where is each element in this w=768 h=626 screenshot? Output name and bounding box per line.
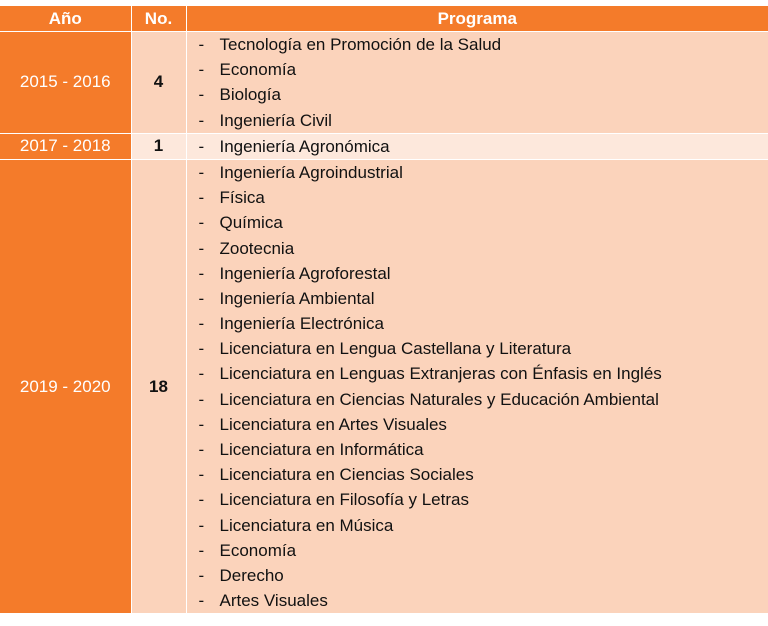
header-no: No. [131,6,186,32]
table-row [0,32,768,134]
list-item [187,361,768,386]
dash-marker: - [198,465,205,485]
program-name: Ingeniería Agroforestal [219,263,391,283]
list-item [187,210,768,235]
program-name: Ingeniería Ambiental [219,288,375,308]
programs-cell [186,133,768,159]
list-item [187,538,768,563]
list-item [187,387,768,412]
list-item [187,160,768,185]
dash-marker: - [198,490,205,510]
program-name: Física [219,188,265,208]
program-name: Biología [219,85,281,105]
program-name: Ingeniería Civil [219,110,332,130]
year-cell: 2019 - 2020 [0,159,131,613]
program-name: Ingeniería Electrónica [219,314,384,334]
list-item [187,563,768,588]
count-cell: 4 [131,32,186,134]
dash-marker: - [198,213,205,233]
dash-marker: - [198,35,205,54]
program-name: Licenciatura en Informática [219,440,424,459]
program-list [187,32,768,133]
program-name: Licenciatura en Filosofía y Letras [219,490,469,510]
list-item [187,513,768,538]
list-item [187,32,768,57]
list-item [187,412,768,437]
program-list [187,134,768,159]
list-item [187,108,768,133]
list-item [187,185,768,210]
program-name: Derecho [219,565,284,585]
program-name: Licenciatura en Lengua Castellana y Literatura [219,339,572,359]
dash-marker: - [198,515,205,535]
program-name: Artes Visuales [219,591,328,611]
list-item [187,336,768,361]
dash-marker: - [198,389,205,409]
dash-marker: - [198,314,205,334]
count-cell: 18 [131,159,186,613]
program-name: Licenciatura en Música [219,515,394,535]
program-name: Zootecnia [219,238,295,258]
dash-marker: - [198,591,205,611]
list-item [187,57,768,82]
list-item [187,588,768,613]
dash-marker: - [198,339,205,359]
list-item [187,487,768,512]
programs-table [0,6,768,613]
program-name: Ingeniería Agroindustrial [219,162,403,182]
program-name: Economía [219,60,297,80]
dash-marker: - [198,565,205,585]
dash-marker: - [198,364,205,384]
program-name: Licenciatura en Ciencias Naturales y Educación Ambiental [219,389,659,409]
dash-marker: - [198,263,205,283]
dash-marker: - [198,136,205,156]
dash-marker: - [198,540,205,560]
dash-marker: - [198,440,205,459]
header-year: Año [0,6,131,32]
table-row [0,159,768,613]
dash-marker: - [198,414,205,434]
program-list [187,160,768,613]
table-row [0,133,768,159]
list-item [187,236,768,261]
list-item [187,462,768,487]
table-header-row [0,6,768,32]
program-name: Tecnología en Promoción de la Salud [219,35,502,54]
list-item [187,261,768,286]
programs-table-container [0,6,768,613]
dash-marker: - [198,85,205,105]
list-item [187,82,768,107]
year-cell: 2015 - 2016 [0,32,131,134]
program-name: Licenciatura en Artes Visuales [219,414,447,434]
dash-marker: - [198,288,205,308]
year-cell: 2017 - 2018 [0,133,131,159]
program-name: Licenciatura en Lenguas Extranjeras con Énfasis en Inglés [219,364,662,384]
list-item [187,437,768,462]
program-name: Economía [219,540,297,560]
list-item [187,286,768,311]
program-name: Química [219,213,283,233]
program-name: Licenciatura en Ciencias Sociales [219,465,474,485]
header-program: Programa [186,6,768,32]
list-item [187,311,768,336]
programs-cell [186,159,768,613]
dash-marker: - [198,110,205,130]
count-cell: 1 [131,133,186,159]
dash-marker: - [198,188,205,208]
programs-cell [186,32,768,134]
dash-marker: - [198,60,205,80]
program-name: Ingeniería Agronómica [219,136,390,156]
list-item [187,134,768,159]
dash-marker: - [198,162,205,182]
dash-marker: - [198,238,205,258]
